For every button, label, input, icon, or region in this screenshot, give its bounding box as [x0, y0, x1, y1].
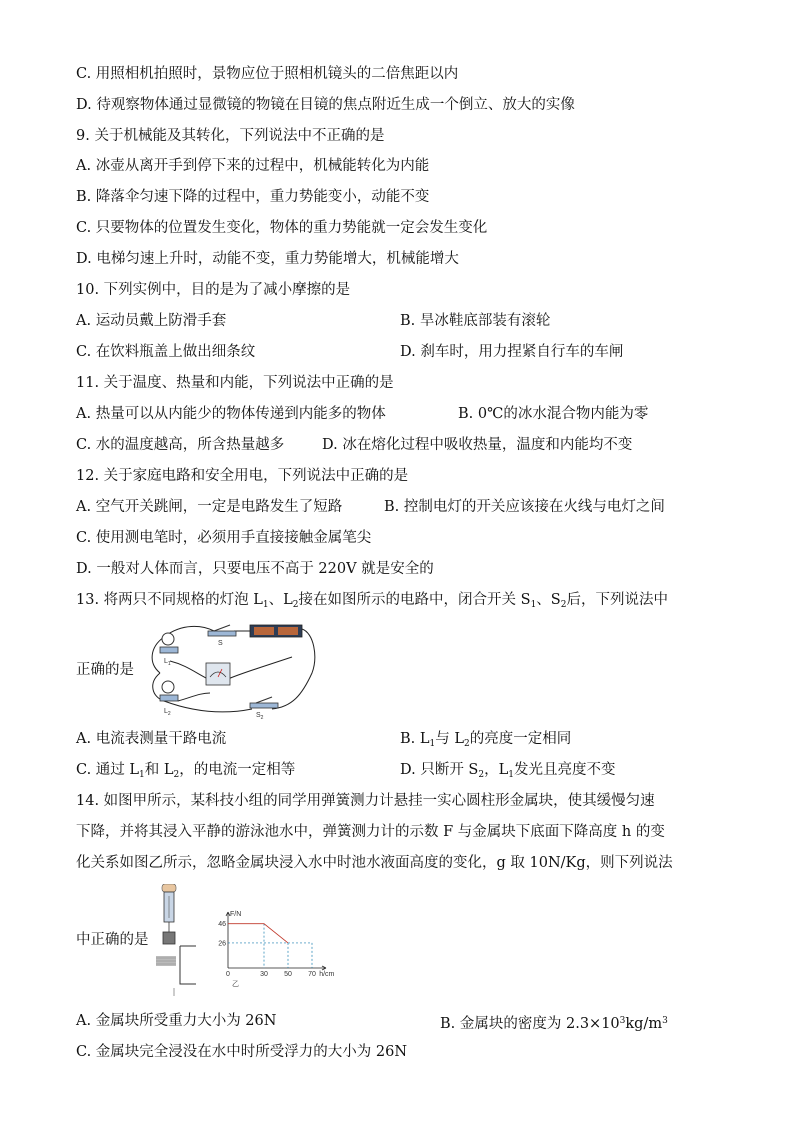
- lamp-l2: [160, 681, 178, 717]
- q11-option-c: C. 水的温度越高，所含热量越多: [76, 437, 285, 453]
- svg-text:L1: $L_1$: [164, 658, 171, 667]
- q8-option-c: C. 用照相机拍照时，景物应位于照相机镜头的二倍焦距以内: [76, 66, 459, 82]
- lamp-l1: [160, 633, 178, 667]
- q13-option-b: B. $L_1$与 $L_2$的亮度一定相同: [400, 731, 572, 749]
- y-tick-46: 46: [218, 921, 226, 929]
- q12-stem: 12. 关于家庭电路和安全用电，下列说法中正确的是: [76, 468, 409, 484]
- q9-option-b: B. 降落伞匀速下降的过程中，重力势能变小，动能不变: [76, 189, 430, 205]
- q12-option-d: D. 一般对人体而言，只要电压不高于 220V 就是安全的: [76, 561, 434, 577]
- q14-option-a: A. 金属块所受重力大小为 26N: [76, 1013, 277, 1029]
- x-axis-label: h/cm: [319, 971, 334, 978]
- q9-option-d: D. 电梯匀速上升时，动能不变，重力势能增大，机械能增大: [76, 251, 459, 267]
- x-tick-0: 0: [226, 971, 230, 978]
- series-line: [228, 924, 288, 943]
- q11-option-d: D. 冰在熔化过程中吸收热量，温度和内能均不变: [322, 437, 633, 453]
- q10-option-d: D. 刹车时，用力捏紧自行车的车闸: [400, 344, 624, 360]
- q14-option-c: C. 金属块完全浸没在水中时所受浮力的大小为 26N: [76, 1044, 408, 1060]
- q11-option-a: A. 热量可以从内能少的物体传递到内能多的物体: [76, 406, 386, 422]
- y-axis-label: F/N: [230, 911, 242, 918]
- q10-option-c: C. 在饮料瓶盖上做出细条纹: [76, 344, 256, 360]
- q13-stem: 13. 将两只不同规格的灯泡 $L_1$、$L_2$接在如图所示的电路中，闭合开关 $S_1$、$S_2$后，下列说法中: [76, 592, 668, 610]
- q12-option-c: C. 使用测电笔时，必须用手直接接触金属笔尖: [76, 530, 372, 546]
- y-tick-26: 26: [218, 940, 226, 948]
- svg-text:S: S: [218, 640, 223, 647]
- x-tick-50: 50: [284, 971, 292, 978]
- q10-stem: 10. 下列实例中，目的是为了减小摩擦的是: [76, 282, 351, 298]
- force-height-chart: [214, 906, 334, 998]
- q14-stem-tail: 中正确的是: [76, 932, 149, 948]
- q13-option-a: A. 电流表测量干路电流: [76, 731, 227, 747]
- x-tick-70: 70: [308, 971, 316, 978]
- switch-s: [208, 625, 236, 647]
- q14-stem-line1: 14. 如图甲所示，某科技小组的同学用弹簧测力计悬挂一实心圆柱形金属块，使其缓慢匀速: [76, 793, 655, 809]
- q12-option-a: A. 空气开关跳闸，一定是电路发生了短路: [76, 499, 343, 515]
- battery-pack: [250, 625, 302, 637]
- svg-text:S2: $S_2$: [256, 712, 264, 719]
- q11-stem: 11. 关于温度、热量和内能，下列说法中正确的是: [76, 375, 394, 391]
- q12-option-b: B. 控制电灯的开关应该接在火线与电灯之间: [384, 499, 665, 515]
- q13-option-c: C. 通过 $L_1$和 $L_2$，的电流一定相等: [76, 762, 296, 780]
- q9-option-a: A. 冰壶从离开手到停下来的过程中，机械能转化为内能: [76, 158, 430, 174]
- q11-option-b: B. 0℃的冰水混合物内能为零: [458, 406, 649, 422]
- metal-block: [163, 932, 175, 944]
- q8-option-d: D. 待观察物体通过显微镜的物镜在目镜的焦点附近生成一个倒立、放大的实像: [76, 97, 575, 113]
- q13-stem-tail: 正确的是: [76, 662, 134, 678]
- ammeter: [206, 663, 230, 685]
- circuit-diagram: [142, 617, 320, 719]
- q14-option-b: B. 金属块的密度为 $2.3\times 10^3kg/m^3$: [440, 1016, 668, 1032]
- x-tick-30: 30: [260, 971, 268, 978]
- spring-scale-figure: [152, 884, 198, 1000]
- svg-text:L2: $L_2$: [164, 708, 171, 717]
- q9-stem: 9. 关于机械能及其转化，下列说法中不正确的是: [76, 128, 385, 144]
- q10-option-a: A. 运动员戴上防滑手套: [76, 313, 227, 329]
- q9-option-c: C. 只要物体的位置发生变化，物体的重力势能就一定会发生变化: [76, 220, 488, 236]
- q13-option-d: D. 只断开 $S_2$，$L_1$发光且亮度不变: [400, 762, 616, 780]
- q14-stem-line3: 化关系如图乙所示，忽略金属块浸入水中时池水液面高度的变化，g 取 10N/Kg，则下列说法: [76, 855, 673, 871]
- q10-option-b: B. 旱冰鞋底部装有滚轮: [400, 313, 551, 329]
- chart-caption: 乙: [232, 981, 239, 988]
- q14-stem-line2: 下降，并将其浸入平静的游泳池水中，弹簧测力计的示数 F 与金属块下底面下降高度 h 的变: [76, 824, 665, 840]
- switch-s2: [250, 697, 278, 719]
